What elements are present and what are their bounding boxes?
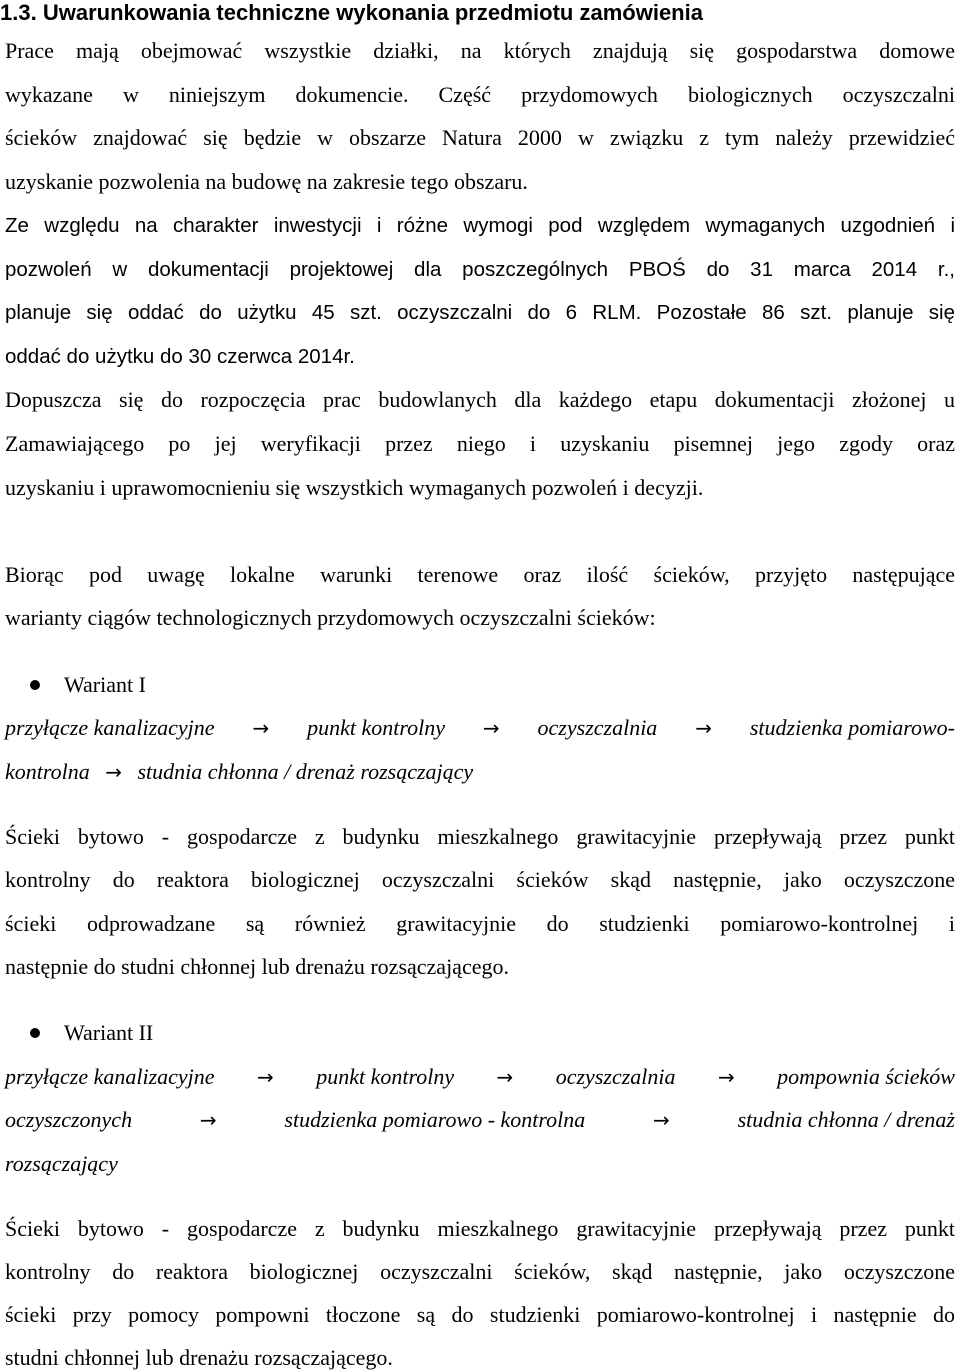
para2-line-1: Ze względu na charakter inwestycji i różne wymogi pod względem wymaganych uzgodnień i bbox=[5, 214, 955, 237]
section-number: 1.3. bbox=[0, 0, 37, 25]
para3-line-1: Dopuszcza się do rozpoczęcia prac budowlanych dla każdego etapu dokumentacji złożonej u bbox=[5, 387, 955, 412]
para3-line-3: uzyskaniu i uprawomocnieniu się wszystkich wymaganych pozwoleń i decyzji. bbox=[5, 475, 704, 500]
arrow-icon: → bbox=[199, 1108, 217, 1132]
para2-line-2: pozwoleń w dokumentacji projektowej dla poszczególnych PBOŚ do 31 marca 2014 r., bbox=[5, 258, 955, 281]
variant1-desc-line-3: ścieki odprowadzane są również grawitacyjnie do studzienki pomiarowo-kontrolnej i bbox=[5, 911, 955, 936]
chain-step: przyłącze kanalizacyjne bbox=[5, 1064, 215, 1089]
chain-step: oczyszczalnia bbox=[555, 1064, 676, 1089]
section-heading bbox=[0, 0, 960, 26]
variant2-chain-line-1 bbox=[5, 1063, 955, 1091]
para2-line-4: oddać do użytku do 30 czerwca 2014r. bbox=[5, 345, 355, 368]
variant1-title: Wariant I bbox=[64, 672, 146, 697]
bullet-icon bbox=[30, 680, 40, 690]
arrow-icon: → bbox=[482, 716, 500, 740]
arrow-icon: → bbox=[717, 1065, 735, 1089]
section-title: Uwarunkowania techniczne wykonania przedmiotu zamówienia bbox=[42, 0, 703, 25]
variant2-chain-line-2 bbox=[5, 1106, 955, 1134]
variant2-title: Wariant II bbox=[64, 1020, 154, 1045]
para1-line-4: uzyskanie pozwolenia na budowę na zakresie tego obszaru. bbox=[5, 169, 528, 194]
para4-line-1: Biorąc pod uwagę lokalne warunki terenowe oraz ilość ścieków, przyjęto następujące bbox=[5, 562, 955, 587]
chain-step: oczyszczalnia bbox=[537, 715, 658, 740]
variant1-desc-line-2: kontrolny do reaktora biologicznej oczyszczalni ścieków skąd następnie, jako oczyszczone bbox=[5, 867, 955, 892]
arrow-icon: → bbox=[695, 716, 712, 740]
chain-step: pompownia ścieków bbox=[777, 1064, 955, 1089]
variant2-desc-line-2: kontrolny do reaktora biologicznej oczyszczalni ścieków, skąd następnie, jako oczyszczone bbox=[5, 1259, 955, 1284]
chain-step: studnia chłonna / drenaż rozsączający bbox=[137, 759, 474, 784]
chain-step: kontrolna bbox=[5, 759, 90, 784]
variant2-heading bbox=[30, 1019, 153, 1047]
chain-step: oczyszczonych bbox=[5, 1107, 133, 1132]
para4-line-2: warianty ciągów technologicznych przydomowych oczyszczalni ścieków: bbox=[5, 605, 656, 630]
variant1-desc-line-1: Ścieki bytowo - gospodarcze z budynku mieszkalnego grawitacyjnie przepływają przez punkt bbox=[5, 824, 955, 849]
variant1-chain-line-2 bbox=[5, 758, 473, 786]
chain-step: studzienka pomiarowo - kontrolna bbox=[284, 1107, 586, 1132]
chain-step: przyłącze kanalizacyjne bbox=[5, 715, 215, 740]
para1-line-2: wykazane w niniejszym dokumencie. Część przydomowych biologicznych oczyszczalni bbox=[5, 82, 955, 107]
variant1-chain-line-1 bbox=[5, 714, 955, 742]
bullet-icon bbox=[30, 1028, 40, 1038]
variant2-desc-line-3: ścieki przy pomocy pompowni tłoczone są do studzienki pomiarowo-kontrolnej i następnie do bbox=[5, 1302, 955, 1327]
para1-line-1: Prace mają obejmować wszystkie działki, na których znajdują się gospodarstwa domowe bbox=[5, 38, 955, 63]
arrow-icon: → bbox=[653, 1108, 670, 1132]
variant2-desc-line-4: studni chłonnej lub drenażu rozsączającego. bbox=[5, 1345, 393, 1370]
chain-step: punkt kontrolny bbox=[307, 715, 445, 740]
chain-step: punkt kontrolny bbox=[316, 1064, 455, 1089]
chain-step: studzienka pomiarowo- bbox=[749, 715, 955, 740]
arrow-icon: → bbox=[257, 1065, 274, 1089]
chain-step: rozsączający bbox=[5, 1151, 118, 1176]
arrow-icon: → bbox=[252, 716, 270, 740]
variant2-chain-line-3 bbox=[5, 1150, 118, 1178]
para2-line-3: planuje się oddać do użytku 45 szt. oczyszczalni do 6 RLM. Pozostałe 86 szt. planuje się bbox=[5, 301, 955, 324]
variant1-desc-line-4: następnie do studni chłonnej lub drenażu rozsączającego. bbox=[5, 954, 509, 979]
chain-step: studnia chłonna / drenaż bbox=[737, 1107, 955, 1132]
variant1-heading bbox=[30, 671, 146, 699]
variant2-desc-line-1: Ścieki bytowo - gospodarcze z budynku mieszkalnego grawitacyjnie przepływają przez punkt bbox=[5, 1216, 955, 1241]
para1-line-3: ścieków znajdować się będzie w obszarze Natura 2000 w związku z tym należy przewidzieć bbox=[5, 125, 955, 150]
arrow-icon: → bbox=[496, 1065, 514, 1089]
arrow-icon: → bbox=[105, 760, 122, 784]
para3-line-2: Zamawiającego po jej weryfikacji przez niego i uzyskaniu pisemnej jego zgody oraz bbox=[5, 431, 955, 456]
